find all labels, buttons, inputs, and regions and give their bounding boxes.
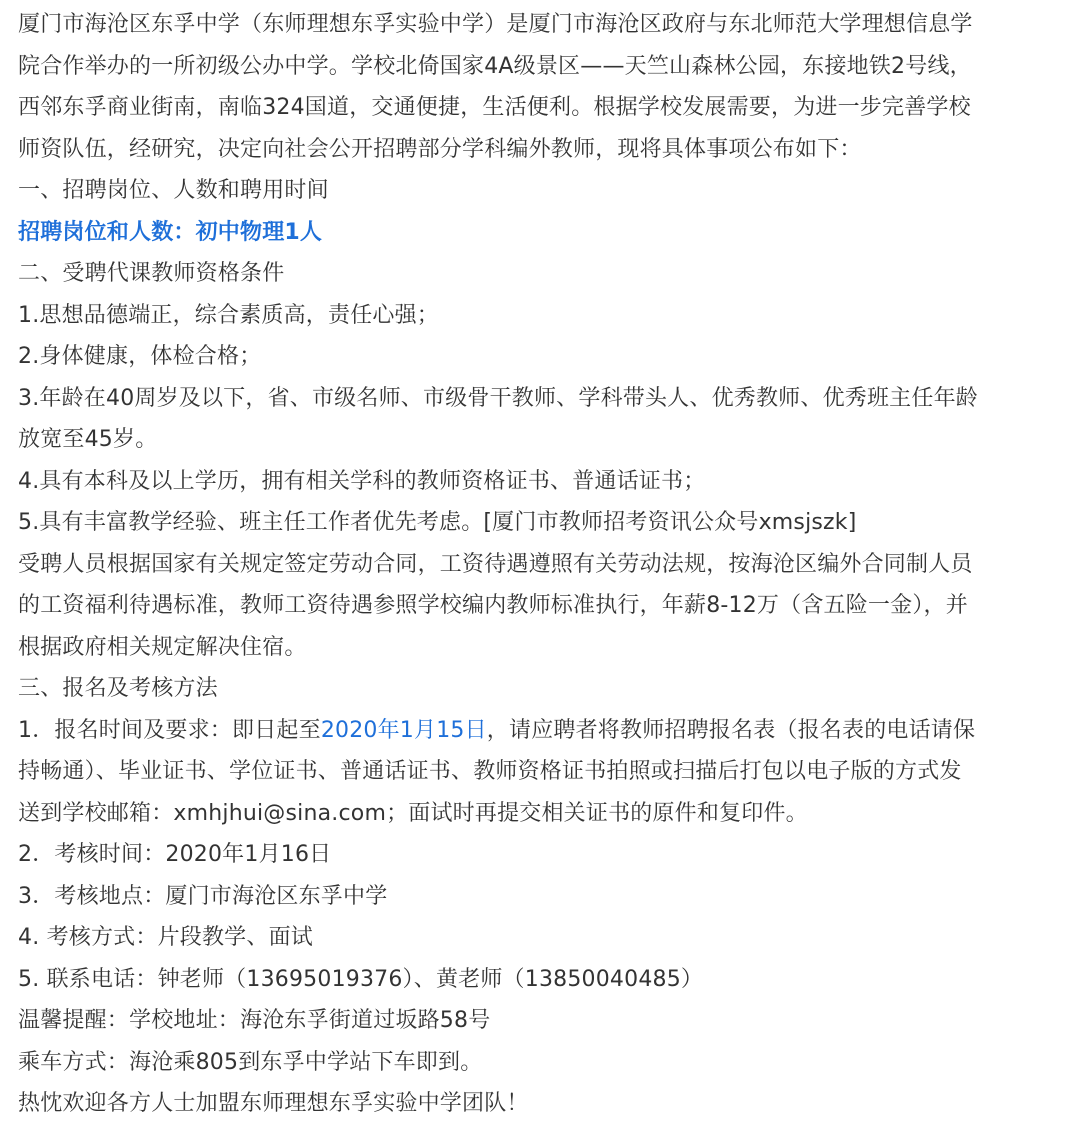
contact-phone: 5. 联系电话：钟老师（13695019376）、黄老师（13850040485）	[18, 966, 704, 992]
application-item-suffix: ，请应聘者将教师招聘报名表（报名表的电话请保	[486, 717, 976, 743]
exam-time: 2．考核时间：2020年1月16日	[18, 842, 332, 867]
contract-paragraph-line: 的工资福利待遇标准，教师工资待遇参照学校编内教师标准执行，年薪8-12万（含五险一金），并	[18, 593, 968, 618]
intro-line: 院合作举办的一所初级公办中学。学校北倚国家4A级景区——天竺山森林公园，东接地铁2号线，	[18, 53, 972, 79]
contract-paragraph-line: 受聘人员根据国家有关规定签定劳动合同，工资待遇遵照有关劳动法规，按海沧区编外合同制人员	[18, 551, 973, 577]
exam-method: 4. 考核方式：片段教学、面试	[18, 925, 313, 950]
position-highlight: 招聘岗位和人数：初中物理1人	[18, 219, 323, 245]
qualification-item-continued: 放宽至45岁。	[18, 427, 158, 452]
qualification-item: 2.身体健康，体检合格；	[18, 344, 262, 369]
reminder-address: 温馨提醒：学校地址：海沧东孚街道过坂路58号	[18, 1008, 491, 1033]
qualification-item: 5.具有丰富教学经验、班主任工作者优先考虑。[厦门市教师招考资讯公众号xmsjszk]	[18, 510, 857, 535]
deadline-date-link[interactable]: 2020年1月15日	[320, 717, 487, 743]
contract-paragraph-line: 根据政府相关规定解决住宿。	[18, 634, 307, 660]
exam-location: 3．考核地点：厦门市海沧区东孚中学	[18, 883, 388, 909]
intro-line: 师资队伍，经研究，决定向社会公开招聘部分学科编外教师，现将具体事项公布如下：	[18, 136, 862, 162]
section-heading-qualifications: 二、受聘代课教师资格条件	[18, 261, 285, 286]
section-heading-application: 三、报名及考核方法	[18, 676, 218, 701]
qualification-item: 3.年龄在40周岁及以下，省、市级名师、市级骨干教师、学科带头人、优秀教师、优秀班主任年龄	[18, 385, 978, 411]
welcome-message: 热忱欢迎各方人士加盟东师理想东孚实验中学团队！	[18, 1091, 529, 1116]
application-item-continued: 送到学校邮箱：xmhjhui@sina.com；面试时再提交相关证书的原件和复印件。	[18, 800, 808, 826]
section-heading-positions: 一、招聘岗位、人数和聘用时间	[18, 178, 329, 203]
application-item-prefix: 1．报名时间及要求：即日起至	[18, 717, 321, 743]
application-item	[18, 710, 1070, 752]
transport-info: 乘车方式：海沧乘805到东孚中学站下车即到。	[18, 1049, 483, 1075]
intro-line: 西邻东孚商业街南，南临324国道，交通便捷，生活便利。根据学校发展需要，为进一步完善学校	[18, 95, 971, 120]
qualification-item: 4.具有本科及以上学历，拥有相关学科的教师资格证书、普通话证书；	[18, 468, 706, 494]
application-item-continued: 持畅通）、毕业证书、学位证书、普通话证书、教师资格证书拍照或扫描后打包以电子版的方式发	[18, 759, 962, 784]
qualification-item: 1.思想品德端正，综合素质高，责任心强；	[18, 302, 439, 328]
intro-line: 厦门市海沧区东孚中学（东师理想东孚实验中学）是厦门市海沧区政府与东北师范大学理想信息学	[18, 12, 973, 37]
